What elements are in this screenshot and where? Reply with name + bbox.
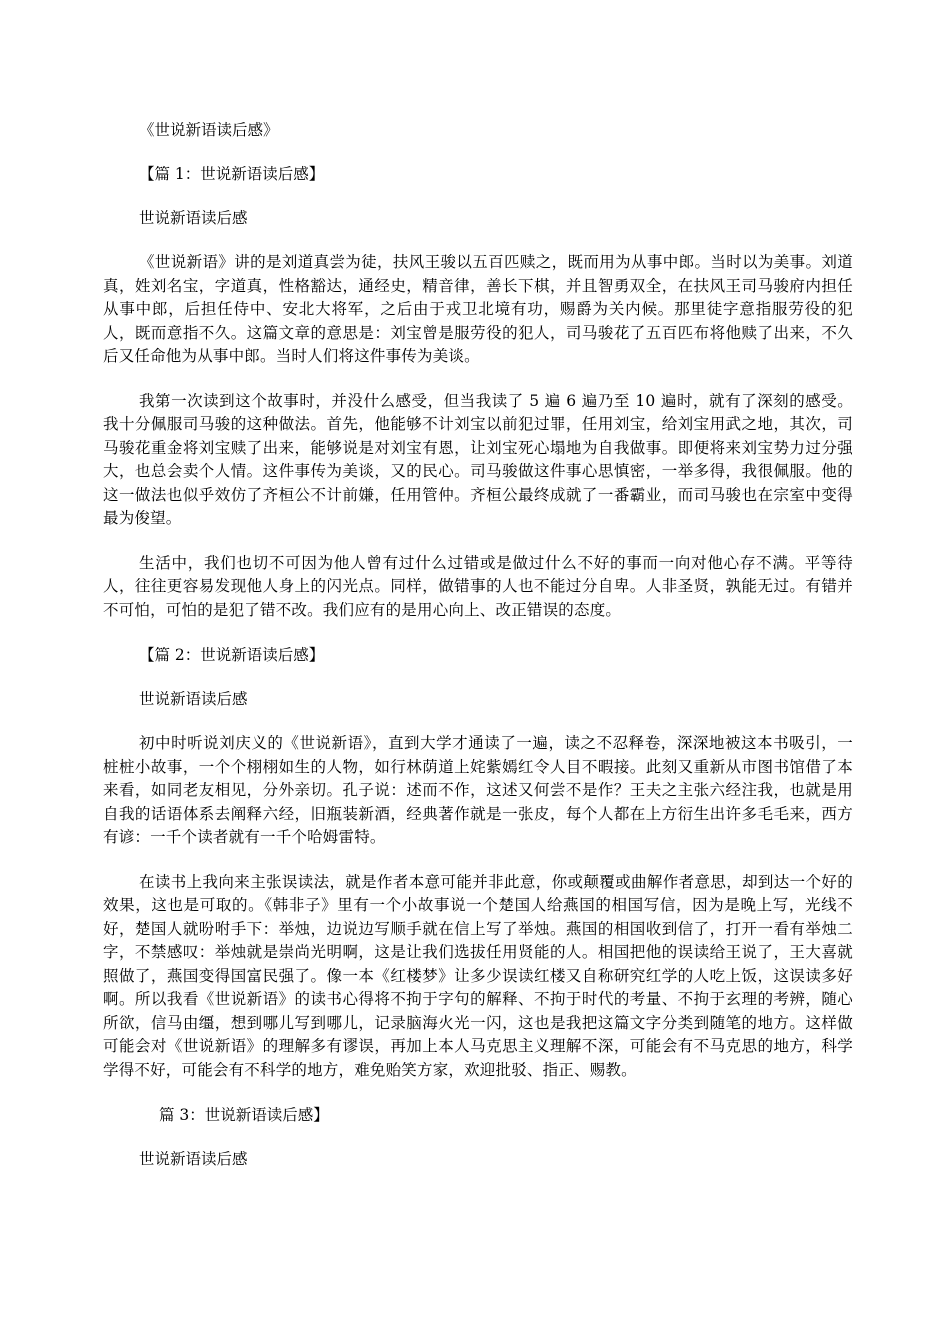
document-body (103, 118, 853, 1171)
section-heading-2: 【篇 2：世说新语读后感】 (139, 646, 325, 664)
section-subtitle-1: 世说新语读后感 (139, 209, 248, 227)
section-1-paragraph-3: 生活中，我们也切不可因为他人曾有过什么过错或是做过什么不好的事而一向对他心存不满。平等待人，往往更容易发现他人身上的闪光点。同样，做错事的人也不能过分自卑。人非圣贤，孰能无过。有错并不可怕，可怕的是犯了错不改。我们应有的是用心向上、改正错误的态度。 (103, 553, 853, 619)
section-subtitle-3: 世说新语读后感 (139, 1150, 248, 1168)
section-subtitle-2: 世说新语读后感 (139, 690, 248, 708)
section-heading-1: 【篇 1：世说新语读后感】 (139, 165, 325, 183)
section-2-paragraph-1: 初中时听说刘庆义的《世说新语》，直到大学才通读了一遍，读之不忍释卷，深深地被这本书吸引，一桩桩小故事，一个个栩栩如生的人物，如行林荫道上姹紫嫣红令人目不暇接。此刻又重新从市图书馆借了本来看，如同老友相见，分外亲切。孔子说：述而不作，这述又何尝不是作？王夫之主张六经注我，也就是用自我的话语体系去阐释六经，旧瓶装新酒，经典著作就是一张皮，每个人都在上方衍生出许多毛毛来，西方有谚：一千个读者就有一千个哈姆雷特。 (103, 734, 853, 846)
document-title: 《世说新语读后感》 (139, 121, 279, 139)
section-1-paragraph-1: 《世说新语》讲的是刘道真尝为徒，扶风王骏以五百匹赎之，既而用为从事中郎。当时以为美事。刘道真，姓刘名宝，字道真，性格豁达，通经史，精音律，善长下棋，并且智勇双全，在扶风王司马骏府内担任从事中郎，后担任侍中、安北大将军，之后由于戎卫北境有功，赐爵为关内候。那里徒字意指服劳役的犯人，既而意指不久。这篇文章的意思是：刘宝曾是服劳役的犯人，司马骏花了五百匹布将他赎了出来，不久后又任命他为从事中郎。当时人们将这件事传为美谈。 (103, 253, 853, 365)
section-2-paragraph-2: 在读书上我向来主张误读法，就是作者本意可能并非此意，你或颠覆或曲解作者意思，却到达一个好的效果，这也是可取的。《韩非子》里有一个小故事说一个楚国人给燕国的相国写信，因为是晚上写，光线不好，楚国人就吩咐手下：举烛，边说边写顺手就在信上写了举烛。燕国的相国收到信了，打开一看有举烛二字，不禁感叹：举烛就是崇尚光明啊，这是让我们选拔任用贤能的人。相国把他的误读给王说了，王大喜就照做了，燕国变得国富民强了。像一本《红楼梦》让多少误读红楼又自称研究红学的人吃上饭，这误读多好啊。所以我看《世说新语》的读书心得将不拘于字句的解释、不拘于时代的考量、不拘于玄理的考辨，随心所欲，信马由缰，想到哪儿写到哪儿，记录脑海火光一闪，这也是我把这篇文字分类到随笔的地方。这样做可能会对《世说新语》的理解多有谬误，再加上本人马克思主义理解不深，可能会有不马克思的地方，科学学得不好，可能会有不科学的地方，难免贻笑方家，欢迎批驳、指正、赐教。 (103, 872, 853, 1079)
section-heading-3: 篇 3：世说新语读后感】 (159, 1106, 329, 1124)
section-1-paragraph-2: 我第一次读到这个故事时，并没什么感受，但当我读了 5 遍 6 遍乃至 10 遍时，就有了深刻的感受。我十分佩服司马骏的这种做法。首先，他能够不计刘宝以前犯过罪，任用刘宝，给刘宝用武之地，其次，司马骏花重金将刘宝赎了出来，能够说是对刘宝有恩，让刘宝死心塌地为自我做事。即便将来刘宝势力过分强大，也总会卖个人情。这件事传为美谈，又的民心。司马骏做这件事心思慎密，一举多得，我很佩服。他的这一做法也似乎效仿了齐桓公不计前嫌，任用管仲。齐桓公最终成就了一番霸业，而司马骏也在宗室中变得最为俊望。 (103, 391, 853, 527)
